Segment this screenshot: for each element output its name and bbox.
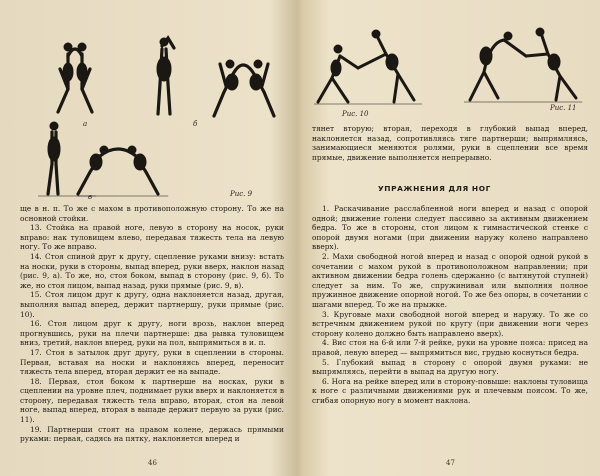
figure-9-label-a: а [83,120,88,128]
paragraph: ще в н. п. То же с махом в противоположную сторону. То же на основной стойки. [20,204,284,223]
figure-10-illustration [314,28,424,108]
section-heading: УПРАЖНЕНИЯ ДЛЯ НОГ [378,184,491,193]
paragraph: 5. Глубокий выпад в сторону с опорой двумя руками: не выпрямляясь, перейти в выпад на другую ногу. [312,357,588,377]
paragraph: 3. Круговые махи свободной ногой вперед и наружу. То же со встречным движением рукой по кругу (при движении ноги через сторону колено должно быть направлено вверх). [312,309,588,338]
figure-10-caption: Рис. 10 [342,110,369,118]
paragraph: 13. Стойка на правой ноге, левую в сторону на носок, руки вправо: нак туловищем влево, передавая тяжесть тела на левую ногу. То же вправо. [20,223,284,252]
paragraph: 15. Стоя лицом друг к другу, одна наклоняется назад, другая, выполняя выпад вперед, держит партнершу, руки прямые (рис. 10). [20,290,284,319]
right-page-text [312,204,588,405]
paragraph: 19. Партнерши стоят на правом колене, держась прямыми руками: первая, садясь на пятку, наклоняется вперед и [20,424,284,444]
figure-9-label-b: б [193,120,198,128]
figure-9-label-v: в [88,193,93,201]
paragraph: 2. Махи свободной ногой вперед и назад с опорой одной рукой в сочетании с махом рукой в противоположном направлении; при активном движении бедра голень сдержанно (с вытянутой ступней) следует за ним. То же, спружинивая или выполняя полное пружинное движение опорной ногой. То же без опоры, в сочетании с шагами вперед. То же на прыжке. [312,251,588,309]
paragraph: 4. Вис стоя на 6-й или 7-й рейке, руки на уровне пояса: присед на правой, левую вперед — выпрямиться вис, грудью коснуться бедра. [312,338,588,357]
paragraph: 6. Нога на рейке вперед или в сторону-повыше: наклоны туловища к ноге с различными движениями рук и плечевым поясом. То же, сгибая опорную ногу в момент наклона. [312,376,588,405]
figure-11-caption: Рис. 11 [550,104,577,112]
paragraph: 17. Стоя в затылок друг другу, руки в сцеплении в стороны. Первая, вставая на носки и наклоняясь вперед, переносит тяжесть тела вперед, вторая держит ее на выпаде. [20,347,284,377]
paragraph: тянет вторую; вторая, переходя в глубокий выпад вперед, наклоняется назад, сопротивляясь тяге партнерши; выпрямляясь, занимающиеся меняются ролями, руки в сцеплении все время прямые, движение выполняется непрерывно. [312,124,588,162]
paragraph: 1. Раскачивание расслабленной ноги вперед и назад с опорой одной; движение голени следует пассивно за активным движением бедра. То же в стороны, стоя лицом к гимнастической стенке с опорой двумя ногами (при движении наружу колено направлено вверх). [312,204,588,252]
figure-11-illustration [464,26,584,106]
paragraph: 14. Стоя спиной друг к другу, сцепление руками внизу: встать на носки, руки в стороны, выпад вперед, руки вверх, наклон назад (рис. 9, а). То же, но, стоя боком, выпад в сторону (рис. 9, б). То же, но стоя лицом, выпад назад, руки прямые (рис. 9, в). [20,251,284,290]
paragraph: 18. Первая, стоя боком к партнерше на носках, руки в сцеплении на уровне плеч, поднимает руки вверх и наклоняется в сторону, передавая тяжесть тела вправо, вторая, стоя на левой ноге, выпад вперед, вторая в выпаде держит первую за руки (рис. 11). [20,376,284,425]
right-page-continuation [312,124,588,162]
figure-9-caption: Рис. 9 [230,190,253,198]
figure-9-illustration [38,34,288,199]
left-page-text [20,204,284,444]
page-number-left: 46 [148,459,157,467]
page-number-right: 47 [446,459,455,467]
paragraph: 16. Стоя лицом друг к другу, ноги врозь, наклон вперед прогнувшись, руки на плечи партнерше: два рывка туловищем вниз, третий, наклон вперед, руки на пол, выпрямиться в и. п. [20,319,284,348]
right-page [300,0,600,476]
